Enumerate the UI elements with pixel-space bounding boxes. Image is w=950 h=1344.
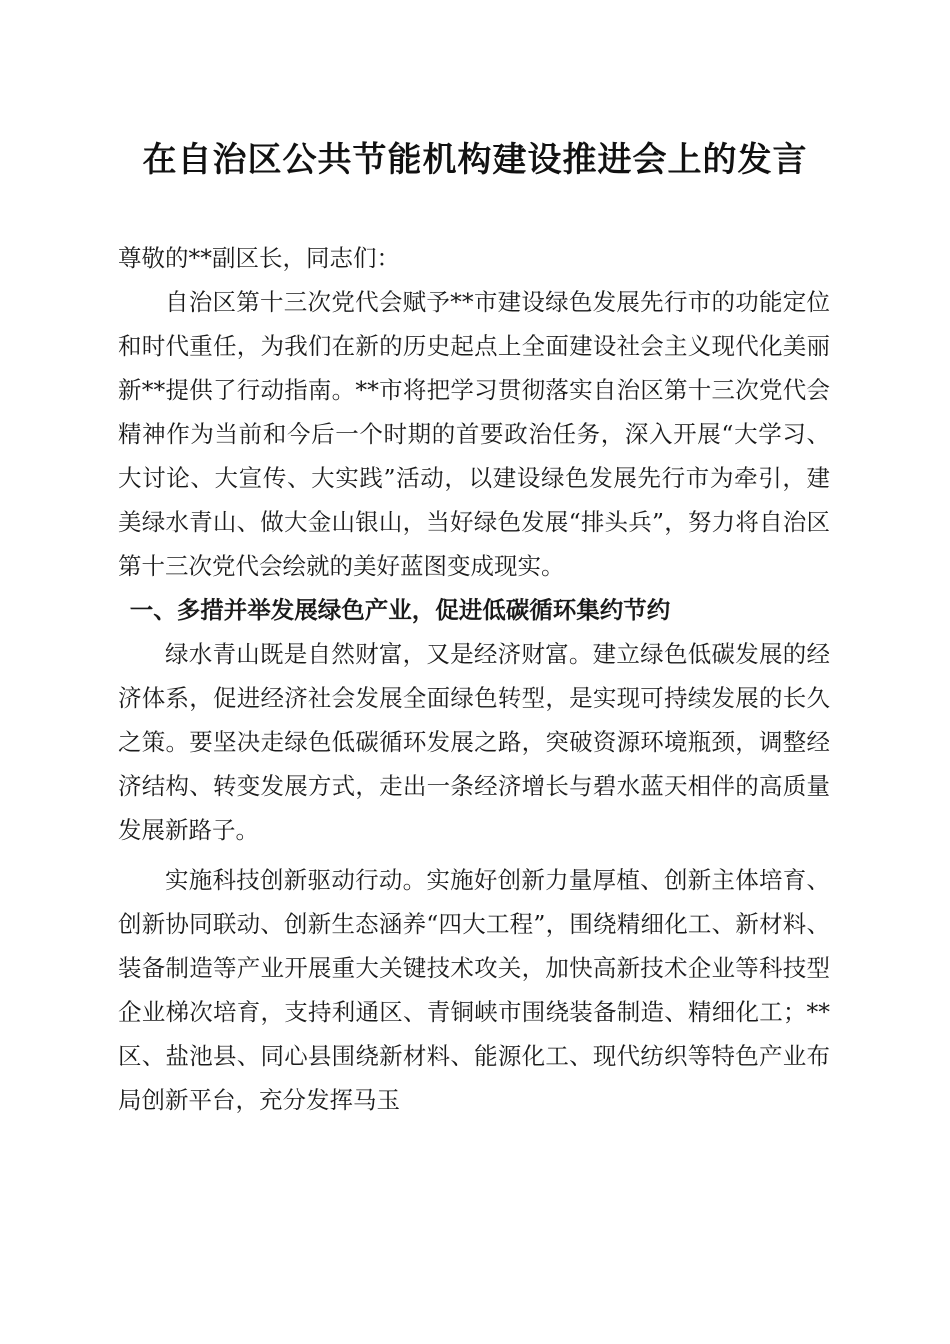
body-paragraph: 绿水青山既是自然财富，又是经济财富。建立绿色低碳发展的经济体系，促进经济社会发展全面绿色转型，是实现可持续发展的长久之策。要坚决走绿色低碳循环发展之路，突破资源环境瓶颈，调整经济结构、转变发展方式，走出一条经济增长与碧水蓝天相伴的高质量发展新路子。: [118, 640, 830, 844]
section-heading: 一、多措并举发展绿色产业，促进低碳循环集约节约: [129, 596, 671, 624]
salutation: 尊敬的**副区长，同志们：: [118, 244, 400, 272]
document-body: [118, 236, 830, 1122]
body-paragraph: 实施科技创新驱动行动。实施好创新力量厚植、创新主体培育、创新协同联动、创新生态涵养“四大工程”，围绕精细化工、新材料、装备制造等产业开展重大关键技术攻关，加快高新技术企业等科技型企业梯次培育，支持利通区、青铜峡市围绕装备制造、精细化工；**区、盐池县、同心县围绕新材料、能源化工、现代纺织等特色产业布局创新平台，充分发挥马玉: [118, 866, 830, 1114]
body-paragraph: 自治区第十三次党代会赋予**市建设绿色发展先行市的功能定位和时代重任，为我们在新的历史起点上全面建设社会主义现代化美丽新**提供了行动指南。**市将把学习贯彻落实自治区第十三次党代会精神作为当前和今后一个时期的首要政治任务，深入开展“大学习、大讨论、大宣传、大实践”活动，以建设绿色发展先行市为牵引，建美绿水青山、做大金山银山，当好绿色发展“排头兵”，努力将自治区第十三次党代会绘就的美好蓝图变成现实。: [118, 288, 830, 580]
document-title: 在自治区公共节能机构建设推进会上的发言: [142, 140, 808, 180]
